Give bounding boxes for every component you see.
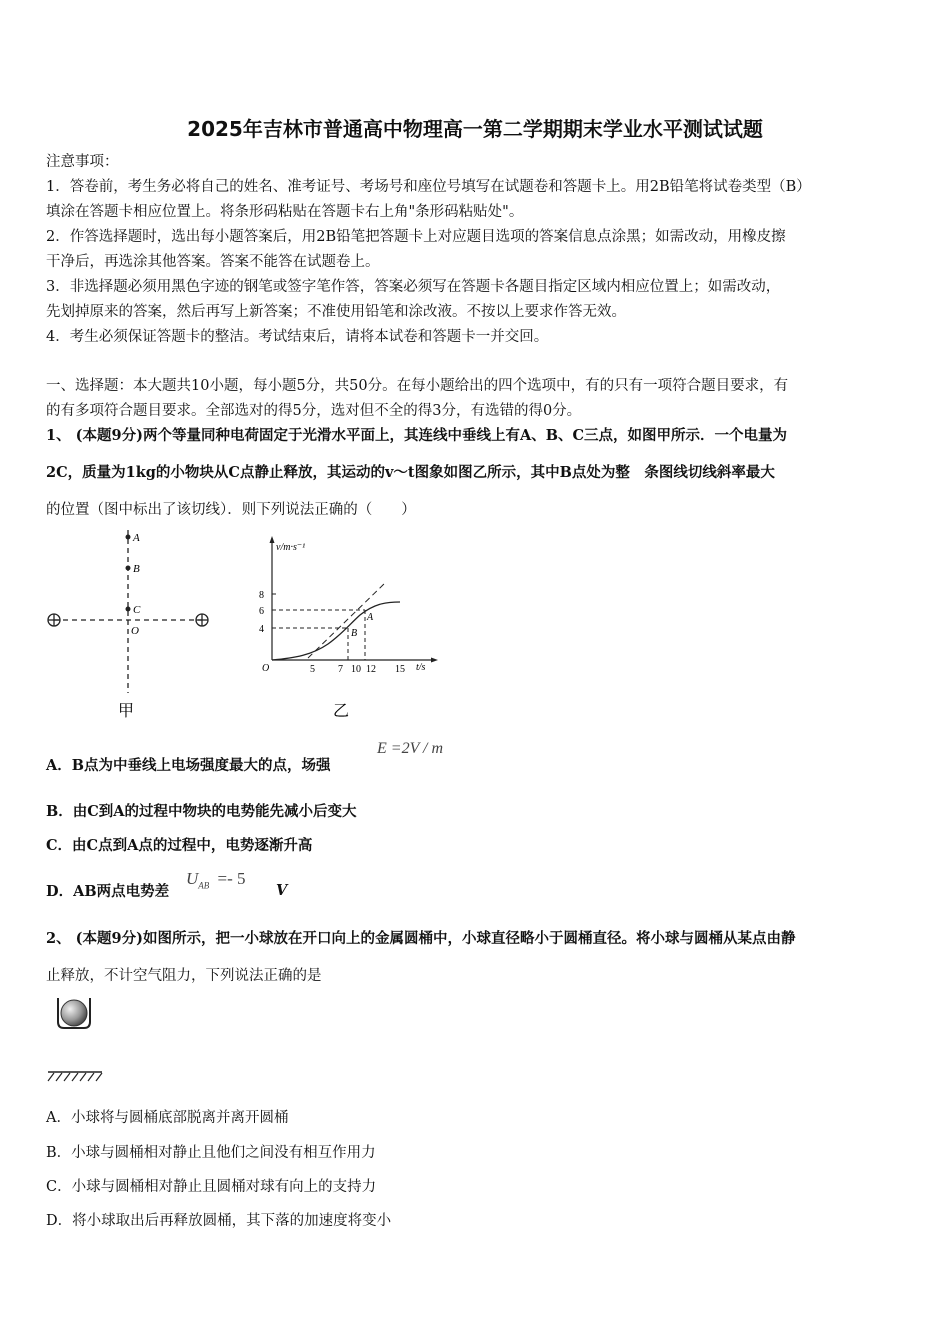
ball-icon bbox=[61, 1000, 87, 1026]
option-text: A．B点为中垂线上电场强度最大的点，场强 bbox=[46, 757, 331, 774]
x-tick-label: 5 bbox=[310, 664, 315, 675]
q1-option-b: B．由C到A的过程中物块的电势能先减小后变大 bbox=[46, 803, 357, 820]
notice-line: 4．考生必须保证答题卡的整洁。考试结束后，请将本试卷和答题卡一并交回。 bbox=[46, 329, 549, 345]
page-title: 2025年吉林市普通高中物理高一第二学期期末学业水平测试试题 bbox=[187, 117, 763, 141]
figure-caption-jia: 甲 bbox=[118, 703, 135, 720]
curve-point-label-b: B bbox=[351, 628, 358, 639]
point-label-b: B bbox=[133, 563, 140, 575]
notice-line: 1．答卷前，考生务必将自己的姓名、准考证号、考场号和座位号填写在试题卷和答题卡上。用2B铅笔将试卷类型（B） bbox=[46, 179, 811, 195]
notice-heading: 注意事项： bbox=[46, 154, 119, 170]
y-tick-label: 6 bbox=[259, 606, 264, 617]
vt-curve bbox=[272, 602, 400, 660]
point-c-dot bbox=[126, 607, 131, 612]
figure-ball-in-bucket bbox=[44, 992, 108, 1088]
q1-stem: 1、 (本题9分)两个等量同种电荷固定于光滑水平面上，其连线中垂线上有A、B、C三点，如图甲所示．一个电量为 bbox=[46, 427, 787, 444]
section-heading: 一、选择题：本大题共10小题，每小题5分，共50分。在每小题给出的四个选项中，有的只有一项符合题目要求，有 bbox=[46, 378, 789, 394]
formula-symbol: U bbox=[186, 869, 199, 888]
q2-option-d: D．将小球取出后再释放圆桶，其下落的加速度将变小 bbox=[46, 1213, 392, 1229]
q1-option-d-formula bbox=[186, 869, 246, 890]
point-label-a: A bbox=[133, 532, 140, 544]
x-tick-label: 15 bbox=[395, 664, 405, 675]
x-axis-label: t/s bbox=[416, 662, 426, 673]
point-label-c: C bbox=[133, 604, 141, 616]
q1-option-a-formula: E =2V / m bbox=[377, 740, 444, 757]
figure-jia bbox=[40, 528, 220, 724]
q1-stem: 的位置（图中标出了该切线）．则下列说法正确的（ ） bbox=[46, 502, 416, 518]
origin-label: O bbox=[262, 663, 270, 674]
figure-yi bbox=[250, 530, 450, 724]
ground-hatch-icon bbox=[48, 1073, 102, 1081]
point-label-o: O bbox=[131, 625, 139, 637]
x-tick-label: 12 bbox=[366, 664, 376, 675]
section-heading-cont: 的有多项符合题目要求。全部选对的得5分，选对但不全的得3分，有选错的得0分。 bbox=[46, 403, 582, 419]
curve-point-label-a: A bbox=[367, 612, 374, 623]
q2-stem: 2、 (本题9分)如图所示，把一小球放在开口向上的金属圆桶中，小球直径略小于圆桶直径。将小球与圆桶从某点由静 bbox=[46, 930, 796, 947]
q1-option-d-unit: V bbox=[276, 882, 288, 899]
q1-stem: 2C，质量为1kg的小物块从C点静止释放，其运动的v～t图象如图乙所示，其中B点处为整 条图线切线斜率最大 bbox=[46, 464, 775, 481]
q1-option-d: D．AB两点电势差 bbox=[46, 883, 170, 900]
q2-option-a: A．小球将与圆桶底部脱离并离开圆桶 bbox=[46, 1110, 289, 1126]
y-tick-label: 4 bbox=[259, 624, 264, 635]
notice-line: 先划掉原来的答案，然后再写上新答案；不准使用铅笔和涂改液。不按以上要求作答无效。 bbox=[46, 304, 626, 320]
notice-line: 2．作答选择题时，选出每小题答案后，用2B铅笔把答题卡上对应题目选项的答案信息点涂黑；如需改动，用橡皮擦 bbox=[46, 229, 786, 245]
x-axis-arrow-icon bbox=[431, 658, 438, 663]
figure-caption-yi: 乙 bbox=[333, 703, 350, 720]
q2-stem: 止释放，不计空气阻力，下列说法正确的是 bbox=[46, 968, 322, 984]
x-tick-label: 10 bbox=[351, 664, 361, 675]
formula-subscript: AB bbox=[198, 880, 210, 891]
formula-value: =- 5 bbox=[217, 869, 246, 888]
y-tick-label: 8 bbox=[259, 590, 264, 601]
point-b-dot bbox=[126, 566, 131, 571]
q2-option-c: C．小球与圆桶相对静止且圆桶对球有向上的支持力 bbox=[46, 1179, 377, 1195]
notice-line: 3．非选择题必须用黑色字迹的钢笔或签字笔作答，答案必须写在答题卡各题目指定区域内相应位置上；如需改动， bbox=[46, 279, 781, 295]
notice-line: 干净后，再选涂其他答案。答案不能答在试题卷上。 bbox=[46, 254, 380, 270]
q2-option-b: B．小球与圆桶相对静止且他们之间没有相互作用力 bbox=[46, 1145, 376, 1161]
x-tick-label: 7 bbox=[338, 664, 343, 675]
notice-line: 填涂在答题卡相应位置上。将条形码粘贴在答题卡右上角"条形码粘贴处"。 bbox=[46, 204, 524, 220]
q1-option-c: C．由C点到A点的过程中，电势逐渐升高 bbox=[46, 837, 313, 854]
q1-option-a bbox=[46, 756, 908, 776]
y-axis-label: v/m·s⁻¹ bbox=[276, 542, 306, 553]
point-a-dot bbox=[126, 535, 131, 540]
y-axis-arrow-icon bbox=[270, 536, 275, 543]
tangent-line-at-b bbox=[308, 582, 386, 658]
